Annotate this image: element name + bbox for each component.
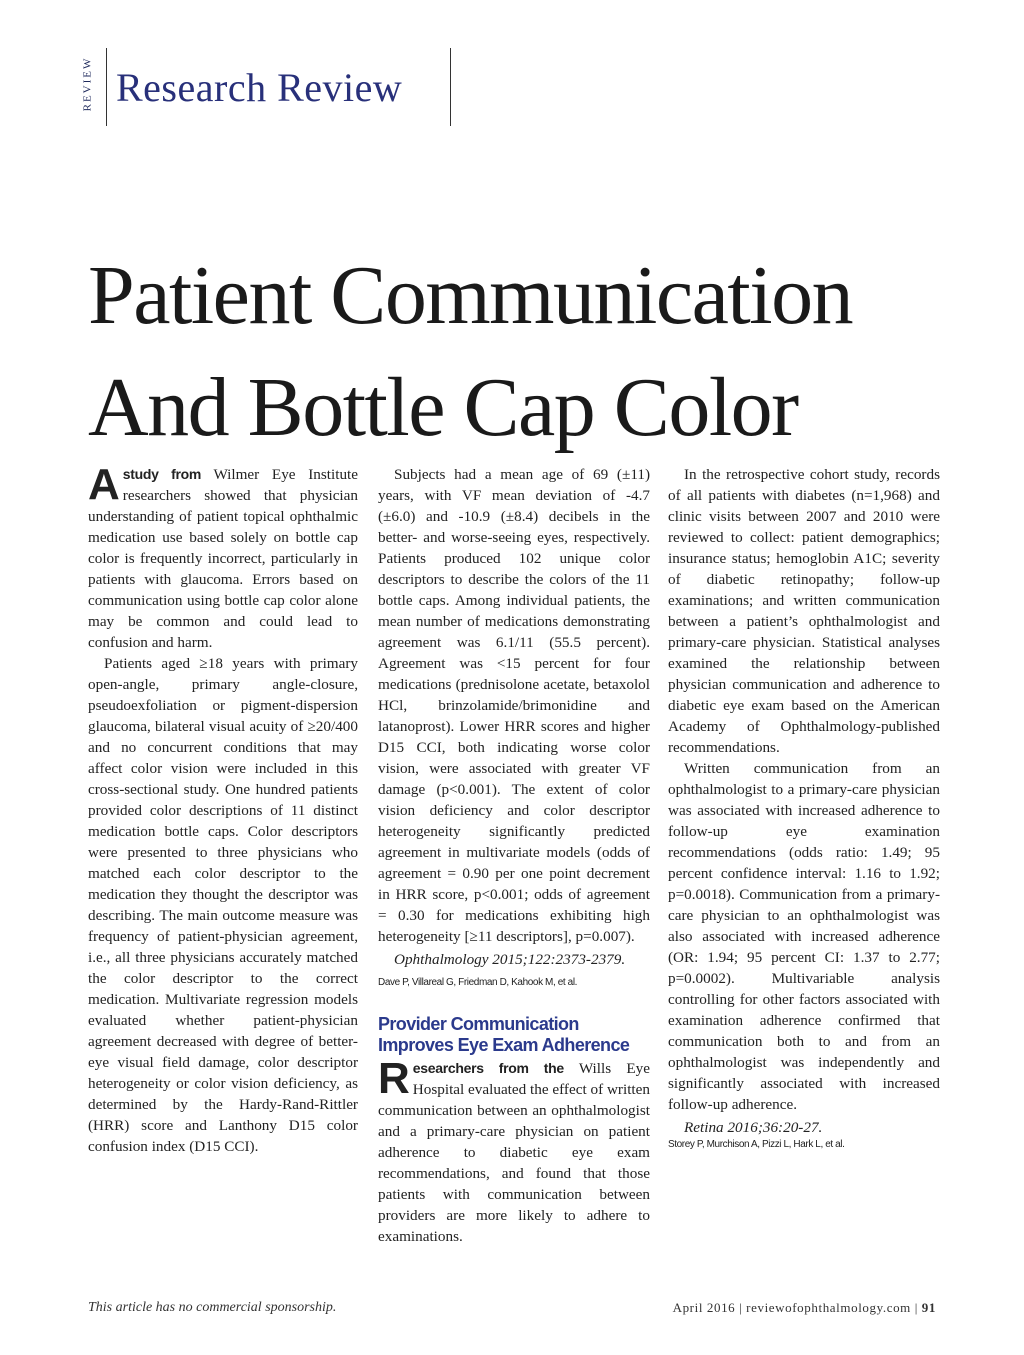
title-line-2: And Bottle Cap Color xyxy=(88,361,798,454)
story2-dropcap: R xyxy=(378,1054,410,1103)
story2-heading-line-1: Provider Communication xyxy=(378,1014,579,1034)
column-2 xyxy=(378,464,650,1247)
story1-paragraph-1 xyxy=(88,460,359,653)
section-vertical-label: REVIEW xyxy=(81,56,94,112)
story2-citation: Retina 2016;36:20-27. xyxy=(684,1119,823,1136)
column-1 xyxy=(88,460,359,1157)
story1-authors: Dave P, Villareal G, Friedman D, Kahook M, et al. xyxy=(378,977,578,988)
page-number: 91 xyxy=(921,1300,936,1315)
title-line-1: Patient Communication xyxy=(88,249,853,342)
header-rule-right xyxy=(450,48,451,126)
story2-paragraph-1 xyxy=(378,1054,650,1247)
section-title: Research Review xyxy=(116,65,403,110)
story2-heading-line-2: Improves Eye Exam Adherence xyxy=(378,1035,630,1055)
column-3 xyxy=(668,464,940,1152)
story2-p1-text: Wills Eye Hospital evaluated the effect of written communication between an ophthalmologist and a primary-care physician on patient adherence to diabetic eye exam recommendations, and found that those patients with communication between providers are more likely to adhere to examinations. xyxy=(378,1060,650,1245)
story2-runin: esearchers from the xyxy=(412,1060,564,1076)
header-rule-left xyxy=(106,48,107,126)
article-title xyxy=(88,240,988,464)
story2-paragraph-2: In the retrospective cohort study, records of all patients with diabetes (n=1,968) and clinic visits between 2007 and 2010 were reviewed to collect: patient demographics; insurance status; hemoglobin A1C; severity of diabetic retinopathy; follow-up examinations; and written communication between a patient’s ophthalmologist and primary-care physician. Statistical analyses examined the relationship between physician communication and adherence to diabetic eye exam based on the American Academy of Ophthalmology-published recommendations. xyxy=(668,466,940,756)
story2-paragraph-3: Written communication from an ophthalmologist to a primary-care physician was associated with increased adherence to follow-up eye examination recommendations (odds ratio: 1.49; 95 percent confidence interval: 1.16 to 1.92; p=0.0018). Communication from a primary-care physician to an ophthalmologist was also associated with increased adherence (OR: 1.94; 95 percent CI: 1.37 to 2.77; p=0.0002). Multivariable analysis controlling for other factors associated with examination adherence confirmed that communication both to and from an ophthalmologist was independently and significantly associated with increased follow-up adherence. xyxy=(668,760,940,1113)
footer-sponsorship: This article has no commercial sponsorship. xyxy=(88,1300,337,1315)
story1-paragraph-3: Subjects had a mean age of 69 (±11) years, with VF mean deviation of -4.7 (±6.0) and -10.9 (±8.4) decibels in the better- and worse-seeing eyes, respectively. Patients produced 102 unique color descriptors to describe the colors of the 11 bottle caps. Among individual patients, the mean number of medications demonstrating agreement was 6.1/11 (55.5 percent). Agreement was <15 percent for four medications (prednisolone acetate, betaxolol HCl, brinzolamide/brimonidine and latanoprost). Lower HRR scores and higher D15 CCI, both indicating worse color vision, were associated with greater VF damage (p<0.001). The extent of color vision deficiency and color descriptor heterogeneity significantly predicted agreement in multivariate models (odds of agreement = 0.90 per one point decrement in HRR score, p<0.001; odds of agreement = 0.30 for medications exhibiting high heterogeneity [≥11 descriptors], p=0.007). xyxy=(378,466,650,945)
footer-issue-info xyxy=(673,1300,936,1316)
footer-issue: April 2016 | reviewofophthalmology.com | xyxy=(672,1300,922,1315)
story2-authors: Storey P, Murchison A, Pizzi L, Hark L, et al. xyxy=(668,1139,845,1150)
story1-dropcap: A xyxy=(88,460,120,509)
story1-p1-text: Wilmer Eye Institute researchers showed that physician understanding of patient topical ophthalmic medication use based solely on bottle cap color is frequently incorrect, particularly in patients with glaucoma. Errors based on communication using bottle cap color alone may be common and could lead to confusion and harm. xyxy=(88,466,359,651)
story1-runin: study from xyxy=(122,466,202,482)
story1-citation: Ophthalmology 2015;122:2373-2379. xyxy=(394,951,626,968)
story2-heading xyxy=(378,1014,650,1056)
story1-paragraph-2: Patients aged ≥18 years with primary open-angle, primary angle-closure, pseudoexfoliation or pigment-dispersion glaucoma, bilateral visual acuity of ≥20/400 and no concurrent conditions that may affect color vision were included in this cross-sectional study. One hundred patients provided color descriptions of 11 distinct medication bottle caps. Color descriptors were presented to three physicians who matched each color descriptor to the medication they thought the descriptor was describing. The main outcome measure was frequency of patient-physician agreement, i.e., all three physicians accurately matched the color descriptor to the correct medication. Multivariate regression models evaluated whether patient-physician agreement decreased with degree of better-eye visual field damage, color descriptor heterogeneity or color vision deficiency, as determined by the Hardy-Rand-Rittler (HRR) score and Lanthony D15 color confusion index (D15 CCI). xyxy=(88,655,358,1155)
